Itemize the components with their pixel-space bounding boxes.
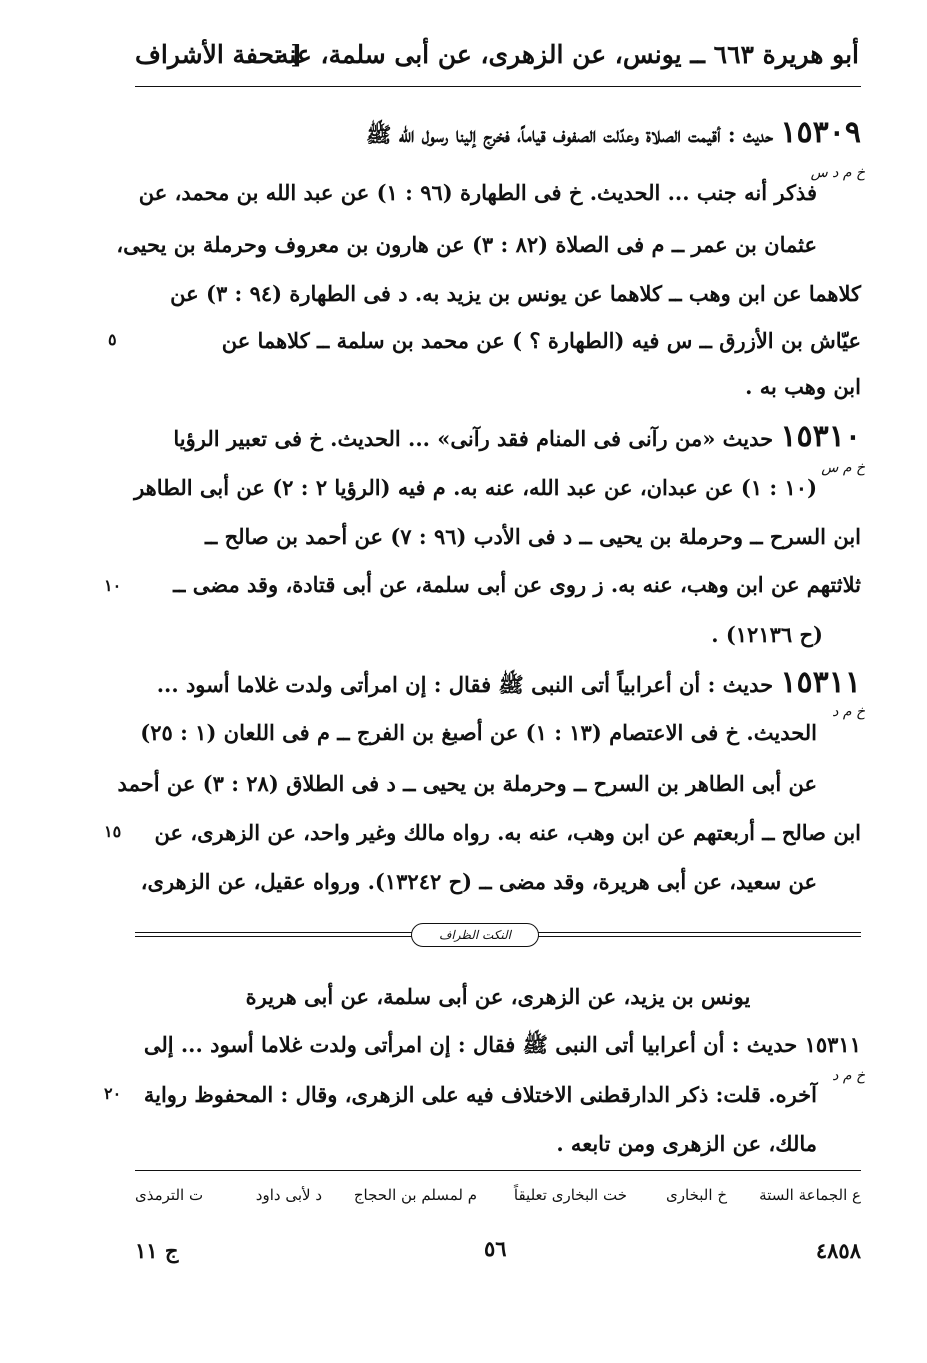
line-number: ١٠ bbox=[104, 576, 122, 595]
entry-text: ابن السرح ــ وحرملة بن يحيى ــ د فى الأدب (٩٦ : ٧) عن أحمد بن صالح ــ bbox=[204, 524, 861, 549]
entry-text: آخره. قلت: ذكر الدارقطنى الاختلاف فيه على الزهرى، وقال : المحفوظ رواية bbox=[143, 1082, 817, 1107]
line-number: ٥ bbox=[108, 330, 117, 349]
entry-text: الحديث. خ فى الاعتصام (١٣ : ١) عن أصبغ بن الفرج ــ م فى اللعان (١ : ٢٥) bbox=[140, 720, 817, 745]
serial-number: ٤٨٥٨ bbox=[815, 1238, 861, 1263]
legend-item: خ البخارى bbox=[666, 1186, 727, 1204]
sigla: خ م د bbox=[832, 1068, 865, 1084]
entry-text: عن أبى الطاهر بن السرح ــ وحرملة بن يحيى ــ د فى الطلاق (٢٨ : ٣) عن أحمد bbox=[117, 771, 817, 796]
entry-first-line bbox=[173, 419, 861, 454]
line-number: ٢٠ bbox=[104, 1084, 122, 1103]
volume-number: ج ١١ bbox=[135, 1238, 179, 1263]
hadith-number: ١٥٣٠٩ bbox=[780, 115, 861, 150]
page-number: ٥٦ bbox=[484, 1236, 507, 1261]
entry-text: كلاهما عن ابن وهب ــ كلاهما عن يونس بن يزيد به. د فى الطهارة (٩٤ : ٣) عن bbox=[170, 281, 861, 306]
legend-item: ع الجماعة الستة bbox=[759, 1186, 861, 1204]
entry-text: مالك، عن الزهرى ومن تابعه . bbox=[556, 1131, 817, 1156]
hadith-number: ١٥٣١١ bbox=[780, 665, 861, 700]
header-rule bbox=[135, 86, 861, 87]
legend-item: م لمسلم بن الحجاج bbox=[353, 1186, 477, 1204]
entry-first-line bbox=[144, 1030, 861, 1060]
entry-text: عيّاش بن الأزرق ــ س فيه (الطهارة ؟ ) عن محمد بن سلمة ــ كلاهما عن bbox=[221, 328, 861, 353]
entry-text: حديث : أن أعرابيا أتى النبى ﷺ فقال : إن امرأتى ولدت غلاما أسود ... إلى bbox=[143, 1032, 798, 1057]
hadith-number: ١٥٣١٠ bbox=[780, 419, 861, 454]
sigla: خ م د س bbox=[810, 165, 865, 181]
running-header-title: أبو هريرة ٦٦٣ ــ يونس، عن الزهرى، عن أبى سلمة، عنه bbox=[275, 40, 859, 69]
legend-item: خت البخارى تعليقاً bbox=[513, 1186, 627, 1204]
entry-text: ابن صالح ــ أربعتهم عن ابن وهب، عنه به. رواه مالك وغير واحد، عن الزهرى، عن bbox=[154, 820, 861, 845]
footer-rule bbox=[135, 1170, 861, 1171]
entry-text: ثلاثتهم عن ابن وهب، عنه به. ز روى عن أبى سلمة، عن أبى قتادة، وقد مضى ــ bbox=[173, 572, 861, 597]
divider-label: النكت الظراف bbox=[411, 923, 539, 947]
legend-item: ت الترمذى bbox=[135, 1186, 204, 1204]
line-number: ١٥ bbox=[104, 822, 122, 841]
sigla: خ م د bbox=[832, 704, 865, 720]
entry-text: حديث : أن أعرابياً أتى النبى ﷺ فقال : إن امرأتى ولدت غلاما أسود ... bbox=[156, 672, 774, 697]
hadith-number: ١٥٣١١ bbox=[804, 1032, 861, 1057]
entry-first-line bbox=[366, 115, 861, 150]
entry-text: عثمان بن عمر ــ م فى الصلاة (٨٢ : ٣) عن هارون بن معروف وحرملة بن يحيى، bbox=[116, 232, 817, 257]
legend-item: د لأبى داود bbox=[255, 1186, 322, 1204]
entry-text: فذكر أنه جنب ... الحديث. خ فى الطهارة (٩٦ : ١) عن عبد الله بن محمد، عن bbox=[138, 180, 817, 205]
running-header-book: [ تحفة الأشراف bbox=[135, 40, 303, 69]
entry-text: عن سعيد، عن أبى هريرة، وقد مضى ــ (ح ١٣٢٤٢). ورواه عقيل، عن الزهرى، bbox=[140, 869, 817, 894]
nukat-heading: يونس بن يزيد، عن الزهرى، عن أبى سلمة، عن أبى هريرة bbox=[245, 984, 751, 1009]
entry-text: حديث : أقيمت الصلاة وعدّلت الصفوف قياماً، فخرج إلينا رسول الله ﷺ bbox=[366, 122, 774, 147]
entry-text: (١٠ : ١) عن عبدان، عن عبد الله، عنه به. م فيه (الرؤيا ٢ : ٢) عن أبى الطاهر bbox=[134, 475, 817, 500]
entry-text: ابن وهب به . bbox=[745, 374, 861, 399]
entry-text: (ح ١٢١٣٦) . bbox=[711, 622, 823, 647]
entry-first-line bbox=[156, 665, 861, 700]
entry-text: حديث «من رآنى فى المنام فقد رآنى» ... الحديث. خ فى تعبير الرؤيا bbox=[173, 426, 774, 451]
sigla: خ م س bbox=[821, 460, 865, 476]
